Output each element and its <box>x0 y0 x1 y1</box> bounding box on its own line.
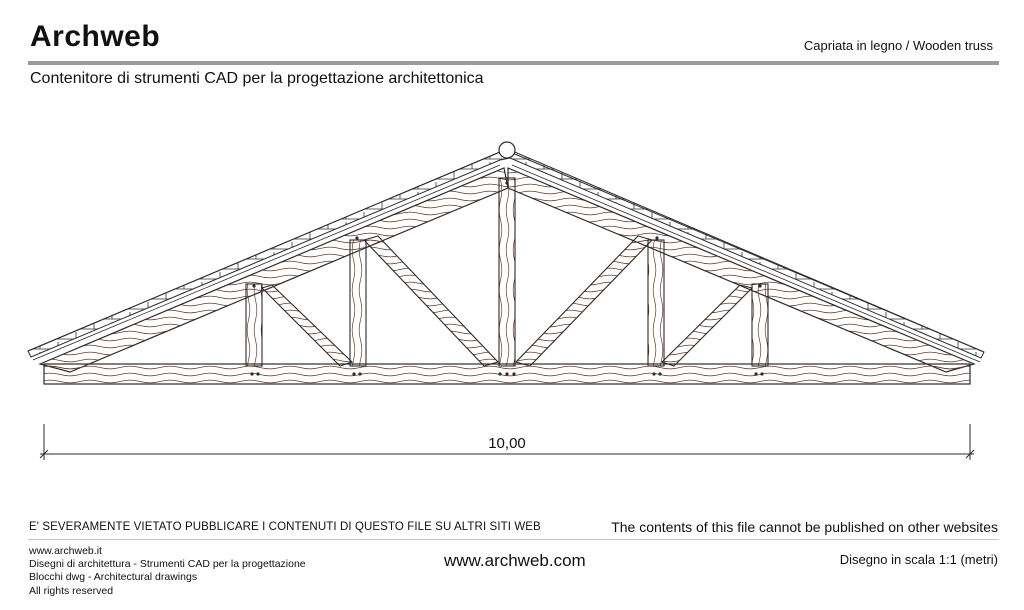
footer-divider <box>28 539 999 540</box>
drawing-title: Capriata in legno / Wooden truss <box>803 38 993 53</box>
dimension-label: 10,00 <box>488 435 526 452</box>
footer-line: www.archweb.it <box>29 545 102 557</box>
notice-italian: E' SEVERAMENTE VIETATO PUBBLICARE I CONTENUTI DI QUESTO FILE SU ALTRI SITI WEB <box>29 521 541 533</box>
footer-line: Blocchi dwg - Architectural drawings <box>29 571 198 584</box>
scale-note: Disegno in scala 1:1 (metri) <box>839 552 998 567</box>
footer-site-link[interactable]: www.archweb.com <box>444 551 586 570</box>
ridge-tile <box>499 142 515 158</box>
left-rafter <box>40 168 508 372</box>
footer-credits <box>29 545 306 598</box>
footer-line: Disegni di architettura - Strumenti CAD per la progettazione <box>29 558 306 571</box>
footer-line: All rights reserved <box>29 584 114 597</box>
page-subtitle: Contenitore di strumenti CAD per la progettazione architettonica <box>30 70 484 87</box>
right-rafter <box>508 168 974 372</box>
brand-logo: Archweb <box>30 20 161 53</box>
notice-english: The contents of this file cannot be published on other websites <box>611 519 998 535</box>
